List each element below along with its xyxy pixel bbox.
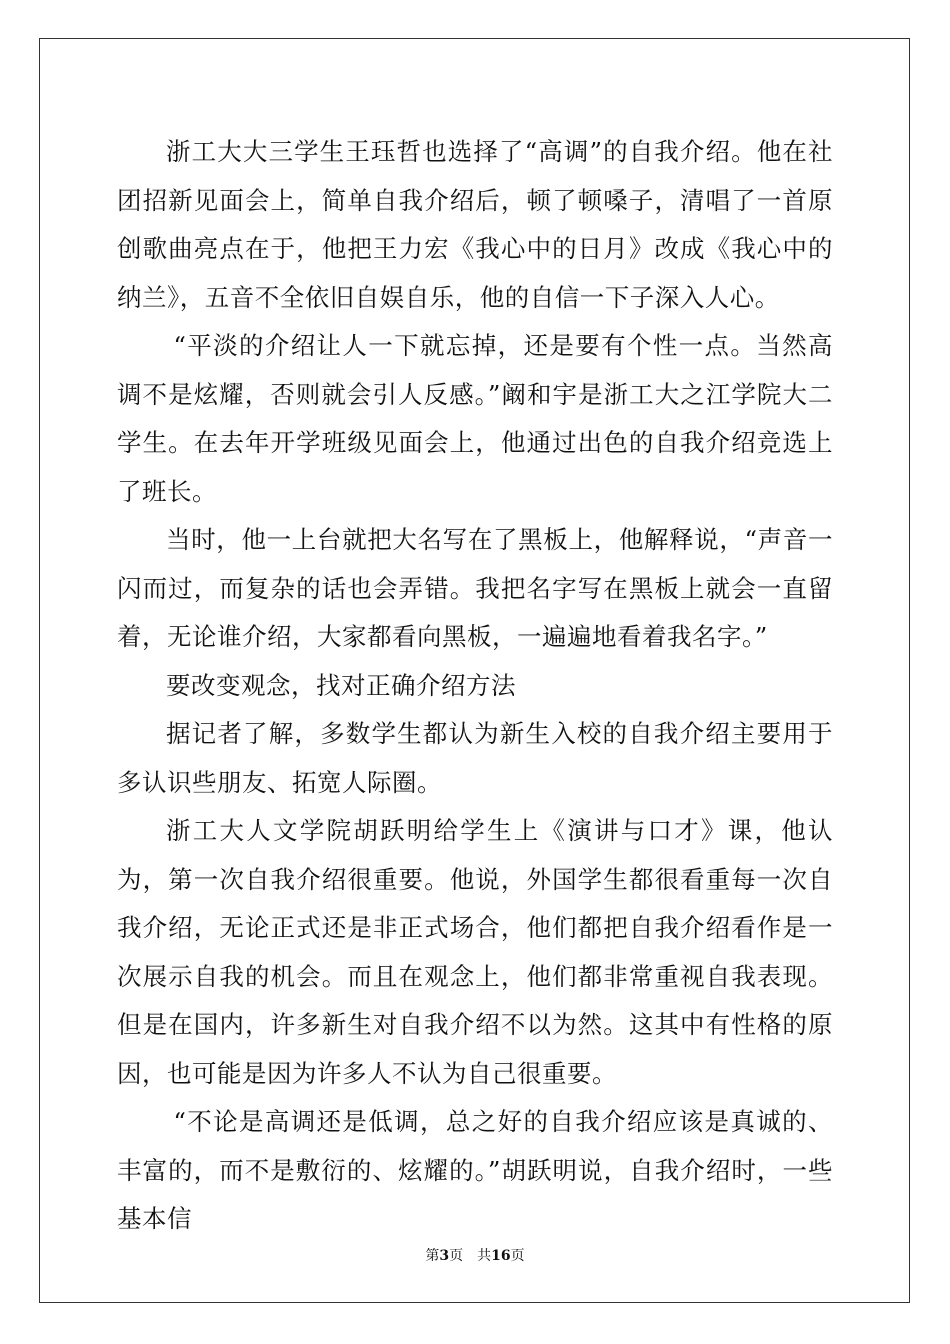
page-footer (0, 1245, 950, 1265)
paragraph-5: 浙工大人文学院胡跃明给学生上《演讲与口才》课，他认为，第一次自我介绍很重要。他说，外国学生都很看重每一次自我介绍，无论正式还是非正式场合，他们都把自我介绍看作是一次展示自我的机会。而且在观念上，他们都非常重视自我表现。但是在国内，许多新生对自我介绍不以为然。这其中有性格的原因，也可能是因为许多人不认为自己很重要。 (117, 816, 833, 1088)
paragraph-2: “平淡的介绍让人一下就忘掉，还是要有个性一点。当然高调不是炫耀，否则就会引人反感。”阚和宇是浙工大之江学院大二学生。在去年开学班级见面会上，他通过出色的自我介绍竞选上了班长。 (117, 331, 833, 506)
section-heading: 要改变观念，找对正确介绍方法 (166, 670, 516, 700)
total-prefix: 共 (477, 1248, 492, 1264)
document-body (117, 128, 833, 1244)
page-suffix: 页 (449, 1248, 464, 1264)
paragraph-4: 据记者了解，多数学生都认为新生入校的自我介绍主要用于多认识些朋友、拓宽人际圈。 (117, 719, 833, 797)
page-prefix: 第 (425, 1248, 440, 1264)
total-suffix: 页 (510, 1248, 525, 1264)
current-page-number: 3 (439, 1248, 450, 1264)
paragraph-1: 浙工大大三学生王珏哲也选择了“高调”的自我介绍。他在社团招新见面会上，简单自我介绍后，顿了顿嗓子，清唱了一首原创歌曲亮点在于，他把王力宏《我心中的日月》改成《我心中的纳兰》，五音不全依旧自娱自乐，他的自信一下子深入人心。 (117, 137, 833, 312)
total-page-count: 16 (491, 1248, 511, 1264)
paragraph-6: “不论是高调还是低调，总之好的自我介绍应该是真诚的、丰富的，而不是敷衍的、炫耀的。”胡跃明说，自我介绍时，一些基本信 (117, 1107, 833, 1233)
paragraph-3: 当时，他一上台就把大名写在了黑板上，他解释说，“声音一闪而过，而复杂的话也会弄错。我把名字写在黑板上就会一直留着，无论谁介绍，大家都看向黑板，一遍遍地看着我名字。” (117, 525, 833, 651)
